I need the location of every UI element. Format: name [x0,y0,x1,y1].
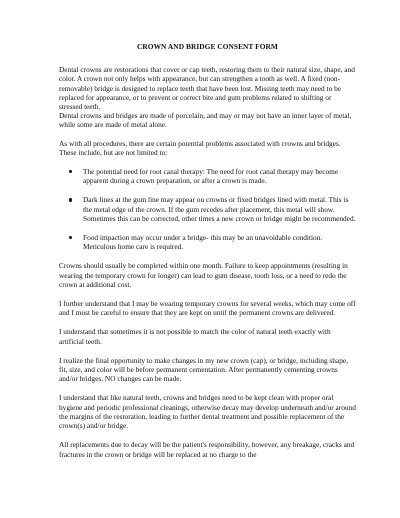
completion-paragraph: Crowns should usually be completed within one month. Failure to keep appointments (resulting in wearing the temporary crown for longer) can lead to gum disease, tooth loss, or a need to redo the crown at additional cost. [59,261,348,289]
form-title: CROWN AND BRIDGE CONSENT FORM [137,42,278,51]
risk-item [59,233,356,251]
risk-item [59,195,356,223]
intro-paragraph: Dental crowns are restorations that cover or cap teeth, restoring them to their natural size, shape, and color. A crown not only helps with appearance, but can strengthen a tooth as well. A fixed (non-removable) bridge is designed to replace teeth that have been lost. Missing teeth may need to be replaced for appearance, or to prevent or correct bite and gum problems related to shifting or stressed teeth. [59,65,355,112]
hygiene-paragraph: I understand that like natural teeth, crowns and bridges need to be kept clean with proper oral hygiene and periodic professional cleanings, otherwise decay may develop underneath and/or around the margins of the restoration, leading to further dental treatment and possible replacement of the crown(s) and/or bridge. [59,393,356,431]
intro-paragraph: Dental crowns and bridges are made of porcelain, and may or may not have an inner layer of metal, while some are made of metal alone. [59,111,352,130]
color-match-paragraph: I understand that sometimes it is not possible to match the color of natural teeth exactly with artificial teeth. [59,327,331,346]
risks-list [59,167,356,251]
bullet-icon [69,236,72,239]
replacements-paragraph: All replacements due to decay will be the patient's responsibility, however, any breakage, cracks and fractures in the crown or bridge will be replaced at no charge to the [59,440,355,459]
intro-section [59,65,356,129]
risk-item [59,167,356,185]
risk-text: The potential need for root canal therapy: The need for root canal therapy may become apparent during a crown preparation, or after a crown is made. [83,167,339,186]
bullet-icon [69,170,72,173]
final-changes-paragraph: I realize the final opportunity to make changes in my new crown (cap), or bridge, including shape, fit, size, and color will be before permanent cementation. After permanently cementing crowns and/or bridges, NO changes can be made. [59,355,348,384]
risk-text: Food impaction may occur under a bridge- this may be an unavoidable condition. Meticulous home care is required. [83,233,323,252]
risks-intro: As with all procedures, there are certain potential problems associated with crowns and bridges. These include, but are not limited to: [59,138,341,157]
bullet-icon [69,198,72,201]
temporary-crowns-paragraph: I further understand that I may be wearing temporary crowns for several weeks, which may come off and I must be careful to ensure that they are kept on until the permanent crowns are delivered. [59,299,356,318]
risk-text: Dark lines at the gum line may appear on crowns or fixed bridges lined with metal. This is the metal edge of the crown. If the gum recedes after placement, this metal will show. Sometimes this can be corrected, other times a new crown or bridge might be recommended. [83,195,356,223]
